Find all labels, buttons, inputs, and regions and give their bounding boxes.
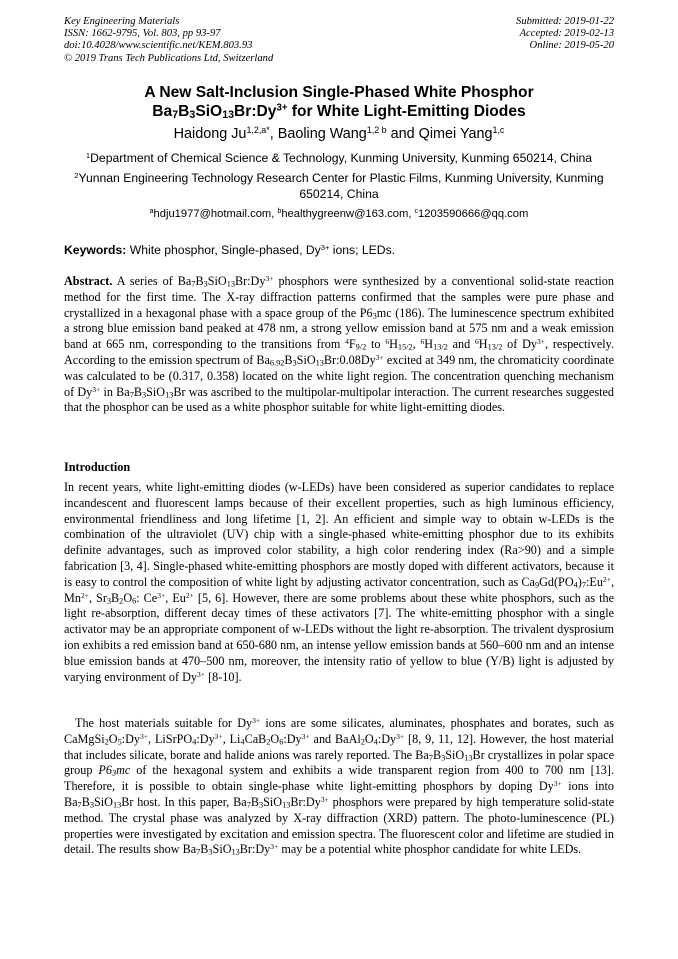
accepted-date: Accepted: 2019-02-13 [519,28,614,40]
intro-paragraph-2: The host materials suitable for $Dy^{3+}$ ions are some silicates, aluminates, phosphates and borates, such as $CaMgSi_2O_5:Dy^{3+}$, $LiSrPO_4:Dy^{3+}$, $Li_4CaB_2O_6:Dy^{3+}$ and $BaAl_2O_4:Dy^{3+}$ [8, 9, 11, 12]. However, the host material that includes silicate, borate and halide anions was rarely reported. The $Ba_7B_3SiO_{13}Br$ crystallizes in polar space group $P6_3mc$ of the hexagonal system and exhibits a wide transparent region from 400 to 700 nm [13]. Therefore, it is possible to obtain single-phase white light-emitting phosphors by doping $Dy^{3+}$ ions into $Ba_7B_3SiO_{13}Br$ host. In this paper, $Ba_7B_3SiO_{13}Br:Dy^{3+}$ phosphors were prepared by high temperature solid-state method. The crystal phase was analyzed by X-ray diffraction (XRD) pattern. The photo-luminescence (PL) properties were investigated by excitation and emission spectra. The fluorescent color and lifetime are studied in detail. The results show $Ba_7B_3SiO_{13}Br:Dy^{3+}$ may be a potential white phosphor candidate for white LEDs. [64,715,615,857]
authors: Haidong $Ju^{1,2,a*}$, Baoling Wang$^{1,2 b}$ and Qimei Yang$^{1,c}$ [173,125,505,142]
affiliation-1: $^1$Department of Chemical Science & Technology, Kunming University, Kunming 650214, China [85,150,593,165]
emails: $^a$hdju1977@hotmail.com, $^b$healthygreenw@163.com, $^c$1203590666@qq.com [149,208,529,220]
issn: ISSN: 1662-9795, Vol. 803, pp 93-97 [64,28,221,40]
online-date: Online: 2019-05-20 [529,40,614,52]
dates-info [516,16,614,53]
title-line-2: $Ba_7B_3SiO_{13}Br:Dy^{3+}$ for White Light-Emitting Diodes [152,102,526,121]
doi: doi:10.4028/www.scientific.net/KEM.803.93 [64,40,253,52]
section-heading-introduction: Introduction [64,460,131,474]
intro-paragraph-1: In recent years, white light-emitting diodes (w-LEDs) have been considered as superior candidates to replace incandescent and fluorescent lamps because of their excellent properties, such as high luminous efficiency, environmental friendliness and long lifetime [1, 2]. An efficient and simple way to obtain w-LEDs is the combination of the ultraviolet (UV) chip with a single-phased white-emitting phosphor due to its exhibits definite advantages, such as improved color stability, a high color rendering index (Ra>90) and a simple fabrication [3, 4]. Single-phased white-emitting phosphors are mostly doped with different activators, because it is easy to control the composition of white light by adjusting activator concentration, such as $Ca_9Gd(PO_4)_7:Eu^{2+}$, $Mn^{2+}$, $Sr_3B_2O_6$: $Ce^{3+}$, $Eu^{2+}$ [5, 6]. However, there are some problems about these white phosphors, such as the light re-absorption, different decay times of these activators [7]. The white-emitting phosphor with a single activator may be an appropriate component of w-LEDs without the light re-absorption. The trivalent dysprosium ion exhibits a red emission band at 650-680 nm, an intense yellow emission bands at 560–600 nm and an intense blue emission bands at 470–500 nm, moreover, the intensity ratio of yellow to blue (Y/B) light is adjusted by varying environment of $Dy^{3+}$ [8-10]. [64,480,614,684]
paper-title [64,83,614,121]
journal-name: Key Engineering Materials [64,16,180,27]
copyright: © 2019 Trans Tech Publications Ltd, Switzerland [64,52,274,64]
journal-info [64,16,273,65]
title-line-1: A New Salt-Inclusion Single-Phased White Phosphor [144,84,534,101]
affiliation-2: $^2$Yunnan Engineering Technology Research Center for Plastic Films, Kunming University, Kunming 650214, China [74,170,604,201]
keywords: Keywords: White phosphor, Single-phased, $Dy^{3+}$ ions; LEDs. [64,242,396,257]
abstract: Abstract. A series of $Ba_7B_3SiO_{13}Br:Dy^{3+}$ phosphors were synthesized by a conventional solid-state reaction method for the first time. The X-ray diffraction patterns confirmed that the samples were pure phase and crystallized in a hexagonal phase with a space group of the $P6_3mc$ (186). The luminescence spectrum exhibited a strong blue emission band peaked at 478 nm, a strong yellow emission band at 575 nm and a weak emission band at 665 nm, corresponding to the transitions from $^4F_{9/2}$ to $^6H_{15/2}$, $^6H_{13/2}$ and $^6H_{13/2}$ of $Dy^{3+}$, respectively. According to the emission spectrum of $Ba_{6.92}B_3SiO_{13}Br:0.08Dy^{3+}$ excited at 349 nm, the chromaticity coordinate was calculated to be (0.317, 0.358) located on the white light region. The concentration quenching mechanism of $Dy^{3+}$ in $Ba_7B_3SiO_{13}Br$ was ascribed to the multipolar-multipolar interaction. The current researches suggested that the phosphor can be used as a white phosphor suitable for white light-emitting diodes. [64,273,614,415]
submitted-date: Submitted: 2019-01-22 [516,16,614,27]
